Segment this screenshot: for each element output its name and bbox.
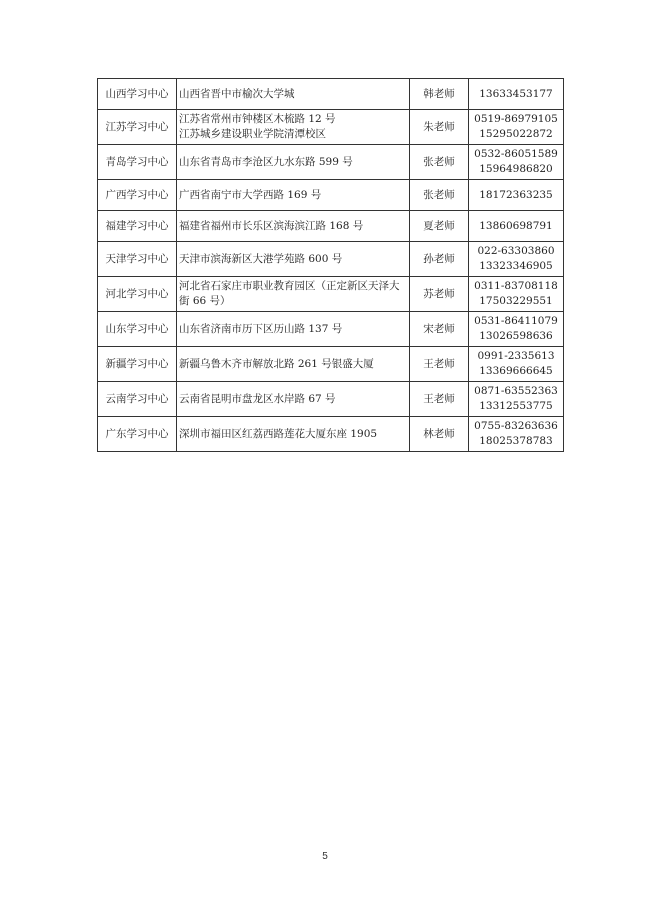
address-cell	[177, 110, 410, 145]
phone-number: 0519-86979105	[474, 113, 558, 125]
phone-number: 0991-2335613	[477, 350, 555, 362]
contact-cell: 宋老师	[410, 312, 469, 347]
phone-number: 0531-86411079	[474, 315, 558, 327]
phone-number: 13369666645	[479, 365, 553, 377]
phone-number: 15964986820	[479, 163, 553, 175]
contact-cell: 张老师	[410, 180, 469, 211]
phone-cell	[469, 382, 564, 417]
center-name-cell: 江苏学习中心	[98, 110, 177, 145]
table-row	[98, 312, 564, 347]
table-row	[98, 382, 564, 417]
address-line: 深圳市福田区红荔西路莲花大厦东座 1905	[179, 427, 378, 440]
center-name-cell: 山西学习中心	[98, 79, 177, 110]
center-name-cell: 青岛学习中心	[98, 145, 177, 180]
address-cell	[177, 382, 410, 417]
table-row	[98, 277, 564, 312]
contact-cell: 张老师	[410, 145, 469, 180]
address-line: 云南省昆明市盘龙区水岸路 67 号	[179, 392, 336, 405]
contact-cell: 苏老师	[410, 277, 469, 312]
phone-number: 18172363235	[479, 188, 553, 201]
phone-cell	[469, 417, 564, 452]
address-line: 福建省福州市长乐区滨海滨江路 168 号	[179, 219, 364, 232]
address-line: 河北省石家庄市职业教育园区（正定新区天泽大	[179, 280, 400, 292]
phone-number: 15295022872	[479, 128, 553, 140]
table-row	[98, 180, 564, 211]
phone-cell	[469, 211, 564, 242]
center-name-cell: 云南学习中心	[98, 382, 177, 417]
address-cell	[177, 417, 410, 452]
phone-cell	[469, 242, 564, 277]
address-cell	[177, 180, 410, 211]
address-cell	[177, 79, 410, 110]
address-line: 山东省济南市历下区历山路 137 号	[179, 322, 343, 335]
address-line: 江苏省常州市钟楼区木梳路 12 号	[179, 113, 336, 125]
phone-number: 0871-63552363	[474, 385, 558, 397]
phone-number: 022-63303860	[477, 245, 555, 257]
table-row	[98, 417, 564, 452]
phone-cell	[469, 277, 564, 312]
address-line: 山东省青岛市李沧区九水东路 599 号	[179, 155, 353, 168]
learning-centers-table	[97, 78, 564, 452]
contact-cell: 朱老师	[410, 110, 469, 145]
phone-cell	[469, 145, 564, 180]
contact-cell: 孙老师	[410, 242, 469, 277]
center-name-cell: 新疆学习中心	[98, 347, 177, 382]
center-name-cell: 天津学习中心	[98, 242, 177, 277]
phone-number: 13323346905	[479, 260, 553, 272]
address-cell	[177, 277, 410, 312]
center-name-cell: 广东学习中心	[98, 417, 177, 452]
phone-cell	[469, 347, 564, 382]
page-number: 5	[322, 851, 328, 862]
table-row	[98, 110, 564, 145]
address-cell	[177, 211, 410, 242]
address-line: 街 66 号）	[179, 295, 231, 307]
phone-number: 13633453177	[479, 87, 553, 100]
address-cell	[177, 145, 410, 180]
table-row	[98, 79, 564, 110]
phone-number: 18025378783	[479, 435, 553, 447]
address-line: 广西省南宁市大学西路 169 号	[179, 188, 322, 201]
phone-number: 0311-83708118	[474, 280, 558, 292]
table-row	[98, 211, 564, 242]
address-line: 山西省晋中市榆次大学城	[179, 87, 295, 100]
phone-cell	[469, 110, 564, 145]
contact-cell: 王老师	[410, 347, 469, 382]
contact-cell: 王老师	[410, 382, 469, 417]
contact-cell: 韩老师	[410, 79, 469, 110]
phone-cell	[469, 312, 564, 347]
contact-cell: 夏老师	[410, 211, 469, 242]
phone-number: 13860698791	[479, 219, 553, 232]
center-name-cell: 广西学习中心	[98, 180, 177, 211]
address-line: 新疆乌鲁木齐市解放北路 261 号银盛大厦	[179, 357, 374, 370]
phone-number: 17503229551	[479, 295, 553, 307]
table-row	[98, 145, 564, 180]
address-cell	[177, 242, 410, 277]
table-row	[98, 242, 564, 277]
address-cell	[177, 347, 410, 382]
contact-cell: 林老师	[410, 417, 469, 452]
phone-cell	[469, 79, 564, 110]
center-name-cell: 福建学习中心	[98, 211, 177, 242]
table-row	[98, 347, 564, 382]
phone-number: 0755-83263636	[474, 420, 558, 432]
table-body	[98, 79, 564, 452]
address-line: 江苏城乡建设职业学院清潭校区	[179, 128, 326, 140]
phone-number: 13312553775	[479, 400, 553, 412]
address-line: 天津市滨海新区大港学苑路 600 号	[179, 252, 343, 265]
phone-number: 0532-86051589	[474, 148, 558, 160]
center-name-cell: 河北学习中心	[98, 277, 177, 312]
phone-cell	[469, 180, 564, 211]
phone-number: 13026598636	[479, 330, 553, 342]
address-cell	[177, 312, 410, 347]
center-name-cell: 山东学习中心	[98, 312, 177, 347]
